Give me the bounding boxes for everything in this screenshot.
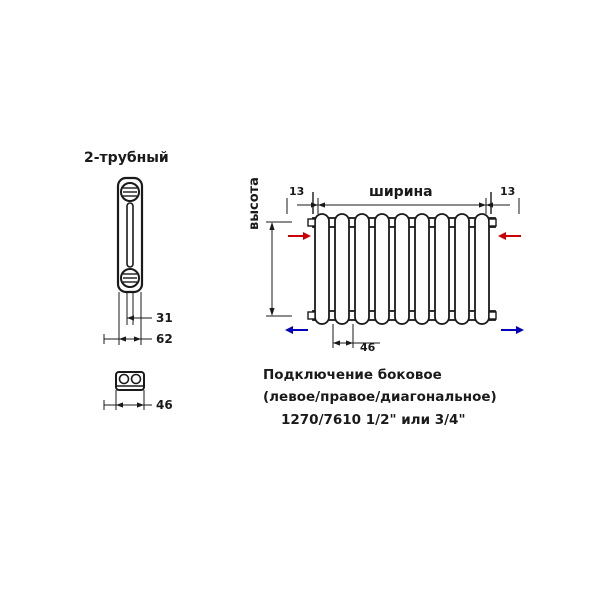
title-2-pipe: 2-трубный — [84, 150, 169, 166]
radiator-section — [395, 214, 409, 324]
left-side-view-section — [118, 178, 142, 292]
dim-46-center-arrow-right — [346, 340, 353, 345]
label-dim-46-center: 46 — [360, 341, 376, 354]
inlet-arrow-right — [498, 232, 521, 240]
label-dim-13-left: 13 — [289, 185, 305, 198]
outlet-arrow-left — [285, 326, 308, 334]
dimension-46-left-arrow-left — [116, 402, 123, 407]
dim-46-center-arrow-left — [333, 340, 340, 345]
height-dimension-arrow-top — [269, 222, 274, 230]
radiator-section — [335, 214, 349, 324]
radiator-section — [415, 214, 429, 324]
inlet-arrow-left — [288, 232, 311, 240]
radiator-section — [375, 214, 389, 324]
dimension-62 — [104, 334, 152, 344]
label-dim-46-left: 46 — [156, 398, 173, 412]
dimension-62-arrow-left — [119, 336, 126, 341]
dimension-46-left-arrow-right — [137, 402, 144, 407]
label-dim-13-right: 13 — [500, 185, 516, 198]
caption-line-1: Подключение боковое — [263, 367, 442, 383]
caption-line-2: (левое/правое/диагональное) — [263, 389, 497, 405]
label-dim-height: высота — [247, 177, 262, 230]
dimension-31 — [127, 315, 152, 320]
dim-width-arrow-right — [479, 202, 486, 207]
top-view-column-left — [120, 375, 129, 384]
dim-13-right-arrow — [486, 202, 493, 207]
radiator-section — [435, 214, 449, 324]
right-bottom-nipple — [489, 312, 496, 319]
height-dimension-arrow-bottom — [269, 308, 274, 316]
radiator-section — [315, 214, 329, 324]
left-top-nipple — [308, 219, 315, 226]
dimension-31-arrow-left — [127, 315, 134, 320]
radiator-section — [455, 214, 469, 324]
radiator-section — [475, 214, 489, 324]
dim-width-arrow-left — [318, 202, 325, 207]
left-bottom-nipple — [308, 312, 315, 319]
label-dim-width: ширина — [369, 184, 433, 200]
left-top-view-witness-lines — [116, 390, 144, 410]
left-top-view-section — [116, 372, 144, 390]
section-inner-slot — [127, 203, 133, 267]
dimension-62-arrow-right — [134, 336, 141, 341]
radiator-sections — [315, 214, 489, 324]
outlet-arrow-right — [501, 326, 524, 334]
label-dim-31: 31 — [156, 311, 173, 325]
radiator-front-view — [308, 214, 496, 324]
caption-line-3: 1270/7610 1/2" или 3/4" — [281, 412, 466, 428]
right-top-nipple — [489, 219, 496, 226]
dim-13-left-arrow — [311, 202, 318, 207]
radiator-section — [355, 214, 369, 324]
label-dim-62: 62 — [156, 332, 173, 346]
top-view-column-right — [132, 375, 141, 384]
dimension-46-left — [104, 400, 152, 410]
